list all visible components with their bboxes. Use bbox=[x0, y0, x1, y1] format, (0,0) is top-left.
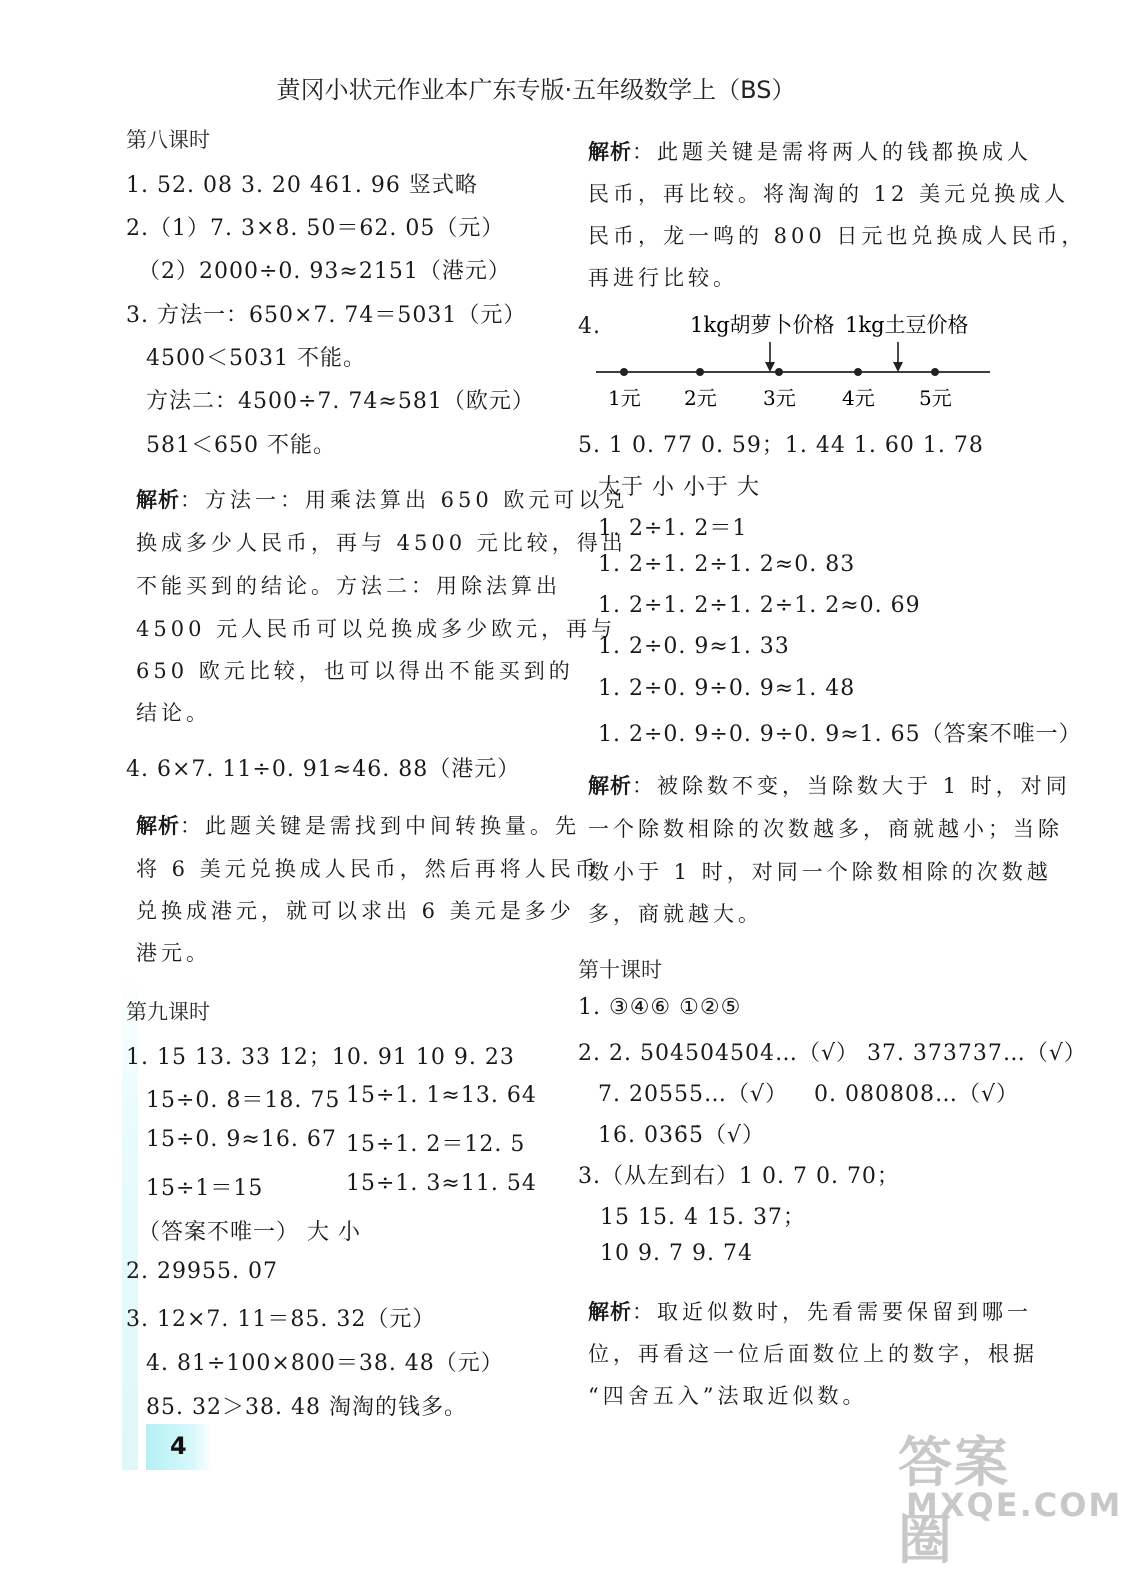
analysis-line: 结论。 bbox=[136, 701, 211, 725]
answer-line: 1. 2÷0. 9÷0. 9≈1. 48 bbox=[598, 676, 856, 701]
analysis-text: ：此题关键是需找到中间转换量。先 bbox=[180, 814, 580, 838]
section-title-10: 第十课时 bbox=[578, 958, 662, 982]
analysis-line: 民币，再比较。将淘淘的 12 美元兑换成人 bbox=[588, 182, 1070, 206]
analysis-line: 数小于 1 时，对同一个除数相除的次数越 bbox=[588, 860, 1052, 884]
answer-line: 3.（从左到右）1 0. 7 0. 70； bbox=[578, 1164, 900, 1189]
answer-line: 15÷1. 2＝12. 5 bbox=[346, 1132, 526, 1157]
answer-line: （答案不唯一） 大 小 bbox=[138, 1220, 361, 1245]
analysis-line bbox=[136, 484, 628, 514]
analysis-label: 解析 bbox=[588, 1300, 632, 1324]
answer-line: 7. 20555…（√） bbox=[598, 1082, 788, 1107]
analysis-line: 4500 元人民币可以兑换成多少欧元，再与 bbox=[136, 617, 617, 641]
analysis-label: 解析 bbox=[588, 774, 632, 798]
tick-point bbox=[931, 368, 939, 376]
price-number-line bbox=[590, 310, 1000, 420]
analysis-line bbox=[588, 770, 1071, 800]
answer-line: 1. 2÷0. 9≈1. 33 bbox=[598, 634, 790, 659]
answer-line: 15 15. 4 15. 37； bbox=[600, 1205, 806, 1230]
tick-point bbox=[620, 368, 628, 376]
question-number: 4. bbox=[578, 314, 601, 339]
answer-line: 1. 2÷1. 2＝1 bbox=[598, 516, 748, 541]
analysis-line: 将 6 美元兑换成人民币，然后再将人民币 bbox=[136, 857, 600, 881]
analysis-line: 不能买到的结论。方法二：用除法算出 bbox=[136, 574, 561, 598]
section-title-8: 第八课时 bbox=[126, 128, 210, 152]
arrow-potato-head bbox=[893, 362, 903, 372]
label-potato-price: 1kg土豆价格 bbox=[845, 313, 969, 337]
answer-line: 10 9. 7 9. 74 bbox=[600, 1241, 753, 1266]
tick-label: 3元 bbox=[763, 386, 796, 410]
answer-line: 3. 方法一：650×7. 74＝5031（元） bbox=[126, 303, 527, 328]
answer-line: 大于 小 小于 大 bbox=[598, 475, 760, 500]
answer-line: 4. 6×7. 11÷0. 91≈46. 88（港元） bbox=[126, 757, 521, 782]
answer-line: 1. 2÷0. 9÷0. 9÷0. 9≈1. 65（答案不唯一） bbox=[598, 722, 1082, 747]
tick-label: 1元 bbox=[608, 386, 641, 410]
analysis-text: ：此题关键是需将两人的钱都换成人 bbox=[632, 140, 1032, 164]
answer-line: 2. 29955. 07 bbox=[126, 1259, 278, 1284]
tick-label: 5元 bbox=[919, 386, 952, 410]
answer-line: 1. 52. 08 3. 20 461. 96 竖式略 bbox=[126, 173, 478, 198]
answer-line: 16. 036̇5̇（√） bbox=[598, 1123, 765, 1148]
analysis-line: 一个除数相除的次数越多，商就越小；当除 bbox=[588, 817, 1063, 841]
analysis-label: 解析 bbox=[136, 488, 180, 512]
section-title-9: 第九课时 bbox=[126, 1000, 210, 1024]
analysis-line: 再进行比较。 bbox=[588, 266, 738, 290]
analysis-text: ：取近似数时，先看需要保留到哪一 bbox=[632, 1300, 1032, 1324]
answer-line: 4. 81÷100×800＝38. 48（元） bbox=[146, 1351, 504, 1376]
analysis-line: 650 欧元比较，也可以得出不能买到的 bbox=[136, 659, 574, 683]
answer-line: 4500＜5031 不能。 bbox=[146, 346, 366, 371]
analysis-line: 港元。 bbox=[136, 941, 211, 965]
answer-line: 15÷1. 3≈11. 54 bbox=[346, 1171, 537, 1196]
label-carrot-price: 1kg胡萝卜价格 bbox=[690, 313, 835, 337]
answer-line: 2. 2. 504504504…（√） 37. 373737…（√） bbox=[578, 1041, 1087, 1066]
tick-point bbox=[854, 368, 862, 376]
analysis-line: 民币，龙一鸣的 800 日元也兑换成人民币， bbox=[588, 224, 1087, 248]
answer-line: 15÷0. 9≈16. 67 bbox=[146, 1127, 337, 1152]
analysis-line: 换成多少人民币，再与 4500 元比较，得出 bbox=[136, 531, 627, 555]
answer-line: 0. 080808…（√） bbox=[814, 1082, 1019, 1107]
tick-point bbox=[775, 368, 783, 376]
analysis-text: ：方法一：用乘法算出 650 欧元可以兑 bbox=[180, 488, 629, 512]
answer-line: 85. 32＞38. 48 淘淘的钱多。 bbox=[146, 1395, 467, 1420]
answer-line: 15÷1. 1≈13. 64 bbox=[346, 1083, 537, 1108]
answer-line: 15÷0. 8＝18. 75 bbox=[146, 1088, 341, 1113]
tick-point bbox=[696, 368, 704, 376]
answer-line: 方法二：4500÷7. 74≈581（欧元） bbox=[146, 389, 535, 414]
page-header: 黄冈小状元作业本广东专版·五年级数学上（BS） bbox=[276, 76, 796, 104]
watermark-logo bbox=[892, 1420, 1122, 1571]
answer-line: 2.（1）7. 3×8. 50＝62. 05（元） bbox=[126, 216, 505, 241]
watermark-text: 答案圈 bbox=[898, 1431, 1010, 1571]
answer-line: （2）2000÷0. 93≈2151（港元） bbox=[138, 259, 511, 284]
analysis-label: 解析 bbox=[136, 814, 180, 838]
analysis-line: 兑换成港元，就可以求出 6 美元是多少 bbox=[136, 899, 575, 923]
answer-line: 3. 12×7. 11＝85. 32（元） bbox=[126, 1307, 436, 1332]
analysis-line: 位，再看这一位后面数位上的数字，根据 bbox=[588, 1342, 1038, 1366]
arrow-carrot-head bbox=[765, 362, 775, 372]
page-number: 4 bbox=[170, 1432, 187, 1460]
answer-line: 15÷1＝15 bbox=[146, 1176, 264, 1201]
answer-line: 5. 1 0. 77 0. 59；1. 44 1. 60 1. 78 bbox=[578, 433, 984, 458]
analysis-line: “四舍五入”法取近似数。 bbox=[588, 1384, 868, 1408]
analysis-line bbox=[588, 136, 1032, 166]
analysis-line bbox=[136, 810, 580, 840]
analysis-line bbox=[588, 1296, 1032, 1326]
analysis-text: ：被除数不变，当除数大于 1 时，对同 bbox=[632, 774, 1071, 798]
watermark-url: MXQE.COM bbox=[906, 1486, 1122, 1524]
analysis-label: 解析 bbox=[588, 140, 632, 164]
tick-label: 2元 bbox=[684, 386, 717, 410]
analysis-line: 多，商就越大。 bbox=[588, 902, 763, 926]
answer-line: 1. 15 13. 33 12；10. 91 10 9. 23 bbox=[126, 1045, 515, 1070]
answer-line: 1. 2÷1. 2÷1. 2÷1. 2≈0. 69 bbox=[598, 593, 921, 618]
answer-line: 1. 2÷1. 2÷1. 2≈0. 83 bbox=[598, 552, 856, 577]
answer-line: 581＜650 不能。 bbox=[146, 433, 336, 458]
answer-line: 1. ③④⑥ ①②⑤ bbox=[578, 995, 742, 1020]
tick-label: 4元 bbox=[842, 386, 875, 410]
